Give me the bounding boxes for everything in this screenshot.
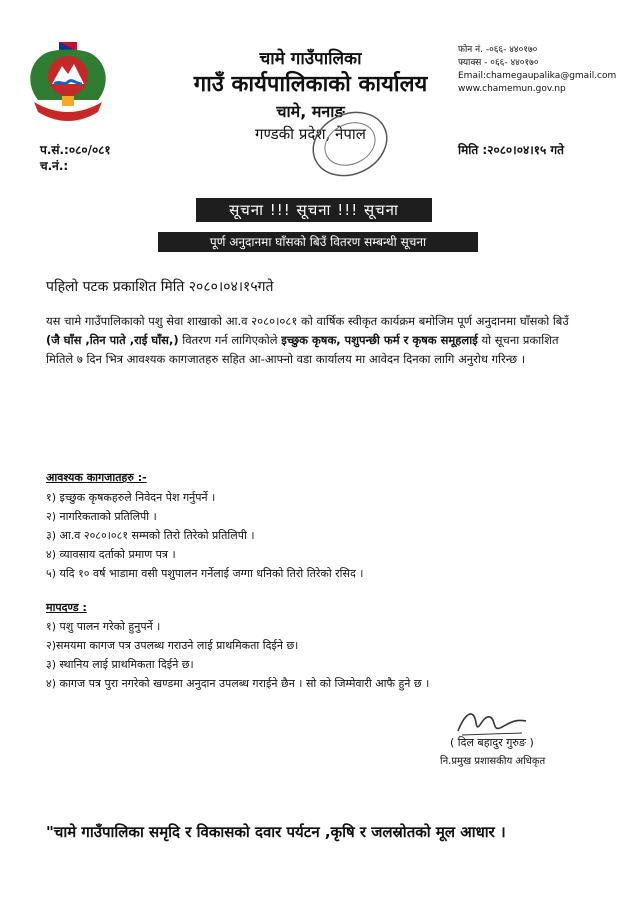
published-date: पहिलो पटक प्रकाशित मिति २०८०।०४।१५गते — [46, 279, 274, 295]
email-address: Email:chamegaupalika@gmail.com — [458, 71, 617, 81]
notice-body: यस चामे गाउँपालिकाको पशु सेवा शाखाको आ.व २०८०।०८१ को वार्षिक स्वीकृत कार्यक्रम बमोजिम पूर्ण अनुदानमा घाँसको बिउँ (जै घाँस ,तिन पाते ,राई घाँस,) वितरण गर्न लागिएकोले इच्छुक कृषक, पशुपन्छी फर्म र कृषक समूहलाई यो सूचना प्रकाशित मितिले ७ दिन भित्र आवश्यक कागजातहरु सहित आ-आफ्नो वडा कार्यालय मा आवेदन दिनका लागि अनुरोध गरिन्छ । — [46, 314, 569, 366]
office-stamp-icon — [298, 100, 394, 182]
issue-date: मिति :२०८०।०४।१५ गते — [458, 143, 564, 157]
list-item: ३) आ.व २०८०।०८१ सम्मको तिरो तिरेको प्रतिलिपी । — [46, 529, 255, 542]
ref-number: प.सं.:०८०/०८१ — [40, 143, 111, 157]
list-item: ३) स्थानिय लाई प्राथमिकता दिईने छ। — [46, 658, 194, 671]
website-url: www.chamemun.gov.np — [458, 84, 566, 94]
org-name-line1: चामे गाउँपालिका — [259, 49, 362, 69]
contact-block — [458, 44, 616, 96]
list-item: २) नागरिकताको प्रतिलिपी । — [46, 510, 157, 523]
signatory-name: ( दिल बहादुर गुरुङ ) — [450, 736, 534, 749]
list-item: ४) व्यावसाय दर्ताको प्रमाण पत्र । — [46, 548, 176, 561]
list-item: १) इच्छुक कृषकहरुले निवेदन पेश गर्नुपर्ने । — [46, 491, 216, 504]
list-item: ५) यदि १० वर्ष भाडामा वसी पशुपालन गर्नेलाई जग्गा धनिको तिरो तिरेको रसिद । — [46, 567, 364, 580]
fax-number: फ्याक्स - ०६६- ४४०१७० — [458, 58, 539, 68]
list-item: २)समयमा कागज पत्र उपलब्ध गराउने लाई प्राथमिकता दिईने छ। — [46, 639, 299, 652]
dispatch-number: च.नं.: — [40, 159, 69, 173]
notice-subheading: पूर्ण अनुदानमा घाँसको बिउँ वितरण सम्बन्धी सूचना — [158, 232, 478, 252]
documents-heading: आवश्यक कागजातहरु :- — [46, 471, 147, 484]
footer-slogan: "चामे गाउँपालिका समृदि र विकासको दवार पर्यटन ,कृषि र जलस्रोतको मूल आधार । — [46, 823, 506, 841]
list-item: १) पशु पालन गरेको हुनुपर्ने । — [46, 620, 161, 633]
fodder-types: (जै घाँस ,तिन पाते ,राई घाँस,) — [46, 333, 179, 347]
office-location: चामे, मनाङ — [276, 102, 345, 121]
eligible-applicants: इच्छुक कृषक, पशुपन्छी फर्म र कृषक समूहलाई — [281, 333, 478, 347]
notice-heading: सूचना !!! सूचना !!! सूचना — [196, 198, 432, 222]
office-title: गाउँ कार्यपालिकाको कार्यालय — [193, 72, 428, 97]
list-item: ४) कागज पत्र पुरा नगरेको खण्डमा अनुदान उपलब्ध गराईने छैन । सो को जिम्मेवारी आफै हुने छ । — [46, 677, 430, 690]
criteria-heading: मापदण्ड : — [46, 601, 87, 614]
signatory-title: नि.प्रमुख प्रशासकीय अधिकृत — [440, 756, 546, 767]
phone-number: फोन नं. -०६६- ४४०१७० — [458, 45, 538, 55]
office-province: गण्डकी प्रदेश, नेपाल — [255, 125, 366, 143]
